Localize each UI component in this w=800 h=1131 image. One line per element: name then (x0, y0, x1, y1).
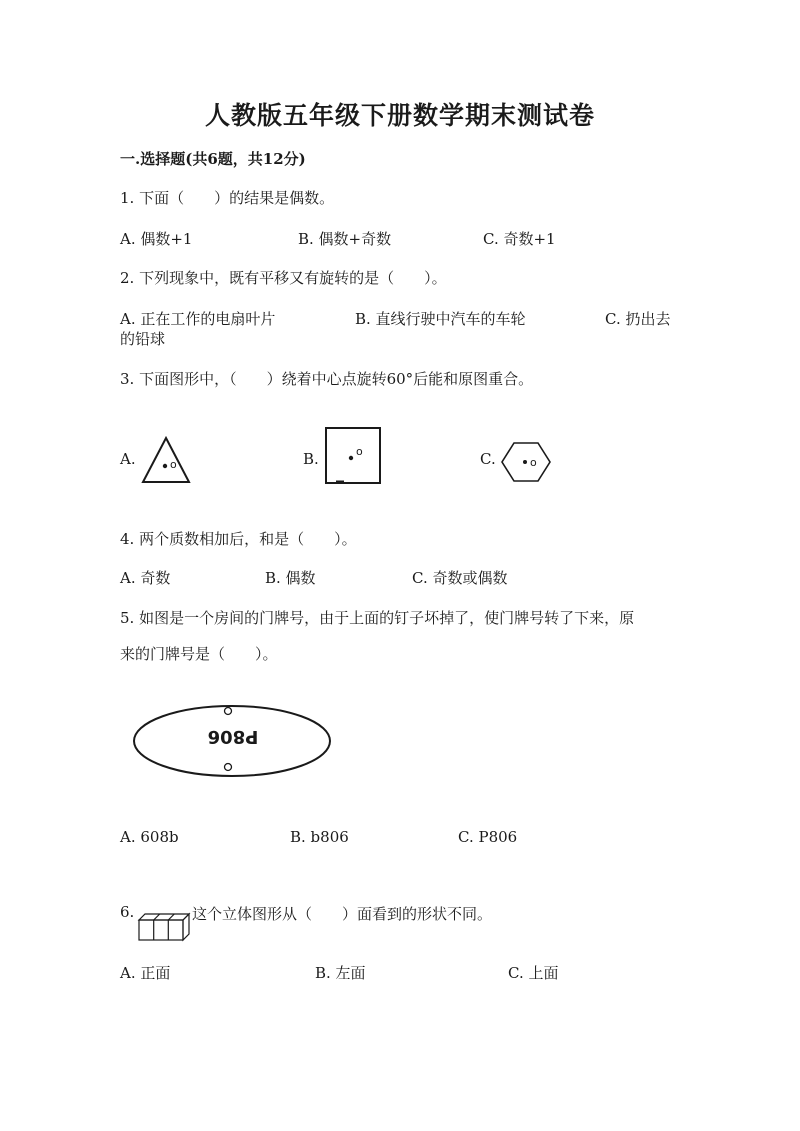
question-2: 2. 下列现象中，既有平移又有旋转的是（ ）。 (120, 269, 447, 287)
q1-option-b: B. 偶数+奇数 (298, 230, 392, 248)
q2-option-a: A. 正在工作的电扇叶片 (120, 310, 276, 328)
q1-option-c: C. 奇数+1 (483, 230, 556, 248)
q1-option-a: A. 偶数+1 (120, 230, 193, 248)
q5-option-b: B. b806 (290, 828, 349, 846)
hexagon-mark: o (530, 456, 537, 469)
q6-option-c: C. 上面 (508, 964, 559, 982)
square-mark: o (356, 445, 363, 458)
q2-option-c-continued: 的铅球 (120, 330, 166, 348)
question-5-continued: 来的门牌号是（ ）。 (120, 645, 278, 663)
q3-option-b-label: B. (303, 450, 319, 468)
section-heading: 一.选择题(共6题，共12分) (120, 150, 306, 168)
triangle-figure (140, 434, 192, 486)
q2-option-c: C. 扔出去 (605, 310, 671, 328)
question-4: 4. 两个质数相加后，和是（ ）。 (120, 530, 357, 548)
q5-option-c: C. P806 (458, 828, 518, 846)
q6-option-b: B. 左面 (315, 964, 366, 982)
question-6: 这个立体图形从（ ）面看到的形状不同。 (192, 905, 493, 923)
cube-stack-figure (137, 912, 191, 942)
question-6-number: 6. (120, 903, 135, 921)
q3-option-a-label: A. (120, 450, 136, 468)
triangle-mark: o (170, 458, 177, 471)
q6-option-a: A. 正面 (120, 964, 171, 982)
door-plate-number: P806 (207, 726, 259, 747)
question-3: 3. 下面图形中，（ ）绕着中心点旋转60°后能和原图重合。 (120, 370, 534, 388)
question-5: 5. 如图是一个房间的门牌号，由于上面的钉子坏掉了，使门牌号转了下来，原 (120, 609, 635, 627)
q3-option-c-label: C. (480, 450, 496, 468)
hexagon-figure (500, 440, 552, 484)
page-title: 人教版五年级下册数学期末测试卷 (204, 101, 595, 130)
square-figure (324, 426, 382, 486)
q4-option-a: A. 奇数 (120, 569, 171, 587)
q4-option-b: B. 偶数 (265, 569, 316, 587)
question-1: 1. 下面（ ）的结果是偶数。 (120, 189, 335, 207)
q2-option-b: B. 直线行驶中汽车的车轮 (355, 310, 526, 328)
q4-option-c: C. 奇数或偶数 (412, 569, 508, 587)
q5-option-a: A. 608b (120, 828, 179, 846)
